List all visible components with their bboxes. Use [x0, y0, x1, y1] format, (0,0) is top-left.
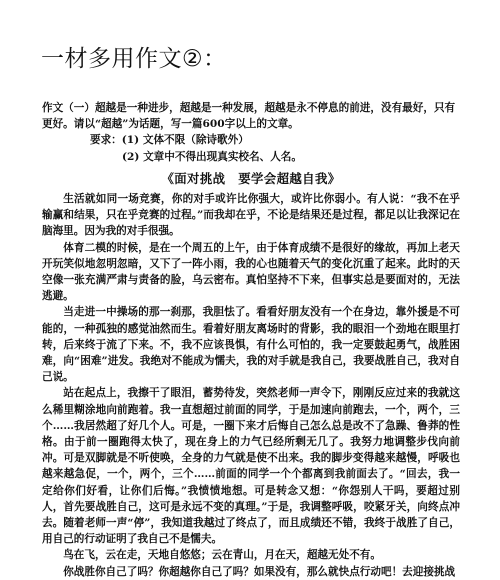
prompt-text: 作文（一）超越是一种进步，超越是一种发展，超越是永不停息的前进，没有最好，只有更好。请以“超越”为话题，写一篇600字以上的文章。: [42, 102, 456, 131]
essay-paragraph-5: 鸟在飞，云在走，天地自悠悠；云在青山，月在天，超越无处不有。: [63, 549, 381, 562]
essay-paragraph-4: 站在起点上，我擦干了眼泪，蓄势待发，突然老师一声令下，刚刚反应过来的我就这么稀里糊涂地向前跑着。我一直想超过前面的同学，于是加速向前跑去，一个，两个，三个……我居然超了好几个人。可是，一圈下来才后悔自己怎么总是改不了急躁、鲁莽的性格。由于前一圈跑得太快了，现在身上的力气已经所剩无几了。我努力地调整步伐向前冲。可是双脚就是不听使唤，全身的力气就是使不出来。我的脚步变得越来越慢，呼吸也越来越急促，一个，两个，三个……前面的同学一个个都离到我前面去了。“回去，我一定给你们好看，让你们后悔。”我愤愤地想。可是转念又想：“你怨别人干吗，要超过别人，首先要战胜自己，这可是永远不变的真理。”于是，我调整呼吸，咬紧牙关，向终点冲去。随着老师一声“停”，我知道我越过了终点了，而且成绩还不错，我终于战胜了自己，用自己的行动证明了我自己不是懦夫。: [42, 387, 460, 546]
essay-paragraph-3: 当走进一中操场的那一刹那，我胆怯了。看看好朋友没有一个在身边，靠外援是不可能的，一种孤独的感觉油然而生。看着好朋友离场时的背影，我的眼泪一个劲地在眼里打转，后来终于流了下来。不，我不应该畏惧，有什么可怕的，我一定要鼓起勇气，战胜困难，向“困难”进发。我绝对不能成为懦夫，我的对手就是我自己，我要战胜自己，我对自己说。: [42, 306, 460, 384]
page-title: 一材多用作文②：: [41, 46, 227, 72]
requirement-2: (2) 文章中不得出现真实校名、人名。: [122, 150, 302, 163]
essay-paragraph-6: 你战胜你自己了吗？你超越你自己了吗？如果没有，那么就快点行动吧！去迎接挑战: [63, 565, 456, 578]
requirement-1: 要求：(1) 文体不限（除诗歌外）: [90, 134, 249, 147]
essay-paragraph-1: 生活就如同一场竞赛，你的对手或许比你强大，或许比你弱小。有人说：“我不在乎输赢和结果，只在乎竞赛的过程。”而我却在乎，不论是结果还是过程，都足以让我深记在脑海里。因为我的对手很强。: [42, 193, 460, 238]
essay-title: 《面对挑战 要学会超越自我》: [161, 170, 341, 186]
essay-paragraph-2: 体育二模的时候，是在一个周五的上午，由于体育成绩不是很好的缘故，再加上老天开玩笑似地忽明忽暗，又下了一阵小雨，我的心也随着天气的变化沉重了起来。此时的天空像一张充满严肃与责备的脸，乌云密布。真怕坚持不下来，但事实总是要面对的，无法逃避。: [42, 241, 460, 303]
document-body: [42, 100, 460, 580]
